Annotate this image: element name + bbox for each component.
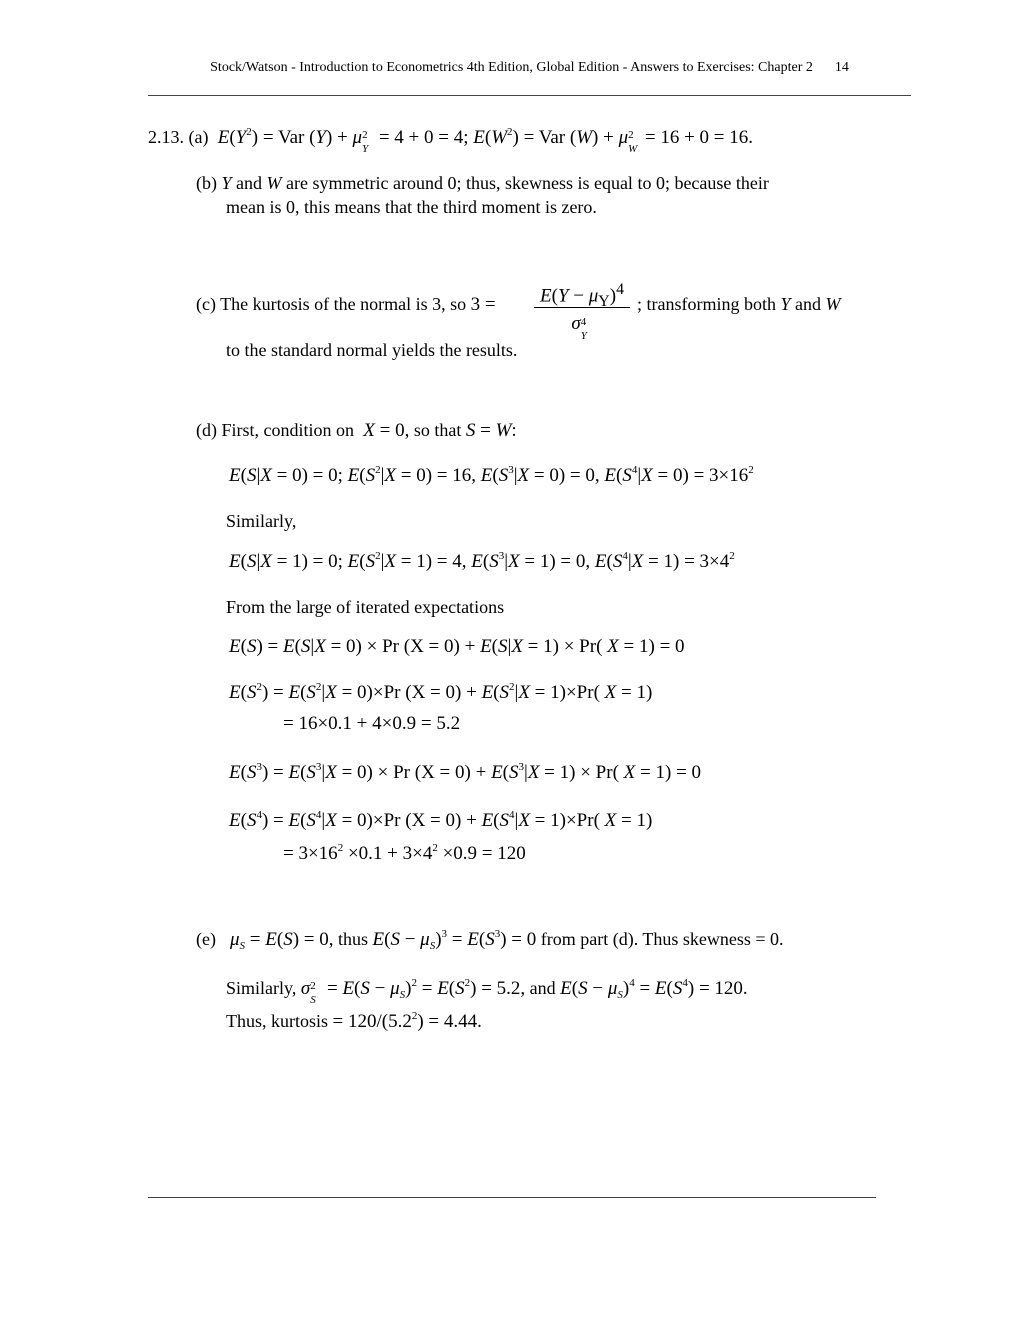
part-c-after (637, 292, 841, 316)
part-e-fourth-tail: = 120. (698, 978, 748, 999)
part-e-similarly: Similarly, (226, 978, 297, 998)
part-a-eq2-tail: = 16 + 0 = 16. (644, 127, 754, 148)
kurtosis-line: Thus, kurtosis = $120/(5.2^2) = 4.44$. (226, 1010, 482, 1032)
part-c-var-y: Y (780, 294, 791, 314)
cond-moments-x1: E(S|X = 1) = 0; $E(S^2|X = 1) = 4$, $E(S^3|X = 1) = 0$, $E(S^4|X = 1) = 3\times 4^2$ (229, 550, 735, 572)
part-b-var-w: W (266, 173, 282, 193)
cond-moments-x0-tail: = 3×16 (693, 465, 749, 486)
part-e-var-tail: = 5.2, (481, 978, 526, 999)
es2-equation: $E(S^2) = E(S^2|X = 0)\times Pr$ $(X = 0) + E(S^2|X = 1)\times Pr$( X = 1) (229, 681, 653, 703)
cond-moments-x0: E(S|X = 0) = 0; $E(S^2|X = 0) = 16$, $E(S^3|X = 0) = 0$, $E(S^4|X = 0) = 3\times 16^2$ (229, 464, 754, 486)
part-d-cond-tail: = 0, (379, 420, 410, 441)
part-c-after-text: ; transforming both (637, 294, 776, 314)
part-c-var-w: W (825, 294, 841, 314)
header-title: Stock/Watson - Introduction to Econometrics 4th Edition, Global Edition - Answers to Exercises: Chapter 2 (210, 60, 813, 75)
es3-equation: $E(S^3) = E(S^3|X = 0) \times Pr$ $(X = 0) + E(S^3|X = 1) \times Pr$( X = 1) = 0 (229, 761, 702, 783)
kurtosis-denominator: σ 4 Y (571, 313, 587, 342)
kurtosis-numerator: $E(Y - \mu_Y)^4$ (540, 281, 624, 311)
es3-tail: = 0 (676, 762, 702, 783)
part-c-lead-text: The kurtosis of the normal is 3, so (220, 294, 467, 314)
part-e-label: (e) (196, 929, 216, 949)
part-e-eq-tail: = 0, (303, 929, 334, 950)
part-d-so-that: so that (413, 420, 462, 440)
part-d-colon: : (511, 420, 517, 441)
part-e-line2: Similarly, σ 2 S = $E(S - \mu_S)^2 = E(S^2) = 5.2$, and $E(S - \mu_S)^4 = E(S^4) = 120$. (226, 977, 748, 1006)
part-e-eq2-tail: = 0 (511, 929, 537, 950)
header-rule (148, 95, 911, 96)
kurtosis-tail: = 4.44. (428, 1011, 482, 1032)
part-b-line1 (196, 171, 769, 195)
es4-equation: $E(S^4) = E(S^4|X = 0)\times Pr$ $(X = 0) + E(S^4|X = 1)\times Pr$( X = 1) (229, 809, 653, 831)
part-b-label: (b) (196, 173, 217, 193)
part-b-var-y: Y (221, 173, 232, 193)
footer-rule (148, 1197, 876, 1198)
iterated-expectations-text: From the large of iterated expectations (226, 597, 505, 617)
part-b-line1-text: are symmetric around 0; thus, skewness is equal to 0; because their (286, 173, 769, 193)
part-e-conclusion: from part (d). Thus skewness = 0. (540, 929, 784, 949)
part-c-line2: to the standard normal yields the results. (226, 340, 518, 360)
kurtosis-label: Thus, kurtosis (226, 1011, 329, 1031)
part-a-line (148, 125, 754, 155)
kurtosis-fraction (534, 278, 630, 342)
es-equation: E(S) = E(S|X = 0) × Pr (X = 0) + E(S|X = 1) × Pr( X = 1) = 0 (229, 636, 685, 657)
es4-continuation: = $3\times 16^2 \times 0.1 + 3\times 4^2 \times 0.9 = 120$ (283, 842, 526, 864)
fraction-bar (534, 307, 630, 308)
part-e-and: and (529, 978, 556, 998)
part-e-thus: thus (337, 929, 368, 949)
part-d-similarly: Similarly, (226, 511, 297, 531)
part-b-and: and (236, 173, 263, 193)
part-d-lead: (d) First, condition on X = 0, so that S = W: (196, 420, 517, 441)
page-header (148, 60, 911, 76)
part-d-label: (d) (196, 420, 217, 440)
part-a-eq1: $E(Y^2)$ = Var (Y) + μ 2 Y = 4 + 0 = 4; $E(W^2)$ = Var (W) + μ 2 W = 16 + 0 = 16. (217, 126, 754, 155)
part-d-lead-text: First, condition on (221, 420, 355, 440)
part-c-lead (196, 292, 496, 317)
part-c-three-eq: 3 = (470, 294, 496, 315)
part-a-eq1-tail: = 4 + 0 = 4; (378, 127, 469, 148)
part-c-and: and (795, 294, 821, 314)
part-e-line1: (e) $\mu_S = E(S) = 0$, thus $E(S - \mu_S)^3 = E(S^3) = 0$ from part (d). Thus skewness = 0. (196, 928, 784, 952)
cond-moments-x1-tail: = 3×4 (684, 551, 730, 572)
es2-continuation: = 16×0.1 + 4×0.9 = 5.2 (283, 713, 461, 734)
part-b-line2: mean is 0, this means that the third moment is zero. (226, 197, 597, 217)
part-c-label: (c) (196, 294, 216, 314)
problem-label: 2.13. (a) (148, 127, 209, 147)
es-tail: = 0 (659, 636, 685, 657)
page-number: 14 (834, 60, 849, 75)
es4-continuation-tail: ×0.9 = 120 (442, 843, 526, 864)
